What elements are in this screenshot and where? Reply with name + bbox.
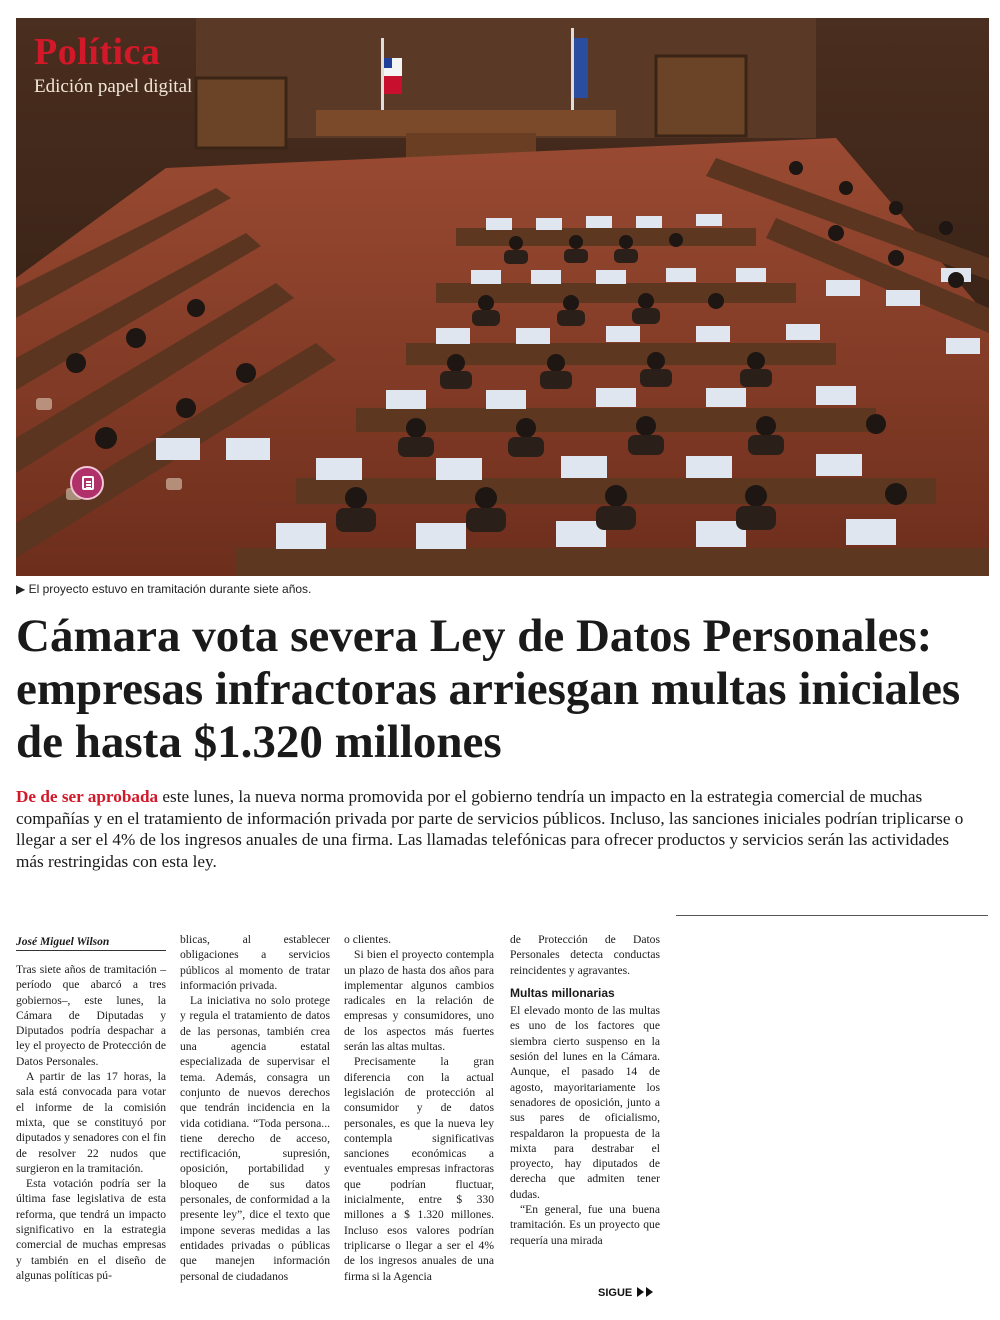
lede-highlight: De de ser aprobada [16,787,159,806]
divider-rule [676,915,988,916]
column-4 [510,932,660,1248]
byline: José Miguel Wilson [16,936,166,951]
section-subtitle: Edición papel digital [34,76,193,97]
headline: Cámara vota severa Ley de Datos Personales: empresas infractoras arriesgan multas iniciales de hasta $1.320 millones [16,610,961,768]
subheading: Multas millonarias [510,985,615,1000]
hero-photo [16,18,989,576]
chamber-illustration [16,18,989,576]
paragraph: blicas, al establecer obligaciones a servicios públicos al momento de tratar información privada. [180,933,330,992]
arrow-right-icon [646,1287,653,1297]
column-3 [344,932,494,1284]
paragraph: A partir de las 17 horas, la sala está convocada para votar el informe de la comisión mixta, que se constituyó por diputados y senadores con el fin de resolver 22 nudos que surgieron en la tramitación. [16,1070,166,1175]
paragraph: de Protección de Datos Personales detecta conductas reincidentes y agravantes. [510,933,660,977]
paragraph: Esta votación podría ser la última fase legislativa de esta reforma, que tendrá un impacto significativo en la estrategia comercial de muchas empresas y también en el diseño de algunas políticas pú- [16,1177,166,1282]
continue-label: SIGUE [598,1287,633,1299]
section-title: Política [34,31,161,73]
lede [16,786,976,872]
reader-mode-icon[interactable] [70,466,104,500]
paragraph: o clientes. [344,933,392,946]
paragraph: La iniciativa no solo protege y regula el tratamiento de datos de las personas, también crea una agencia estatal especializada de supervisar el tema. Además, consagra un conjunto de nuevos derechos que tendrán incidencia en la vida cotidiana. “Toda persona... tiene derecho de acceso, rectificación, supresión, oposición, portabilidad y bloqueo de sus datos personales, de conformidad a la presente ley”, dice el texto que impone severas medidas a las entidades privadas o públicas que manejen información personal de ciudadanos [180,994,330,1283]
lede-text: este lunes, la nueva norma promovida por el gobierno tendría un impacto en la estrategia comercial de muchas compañías y en el tratamiento de información privada por parte de servicios públicos. Incluso, las sanciones iniciales podrían triplicarse o llegar a ser el 4% de los ingresos anuales de una firma. Las llamadas telefónicas para ofrecer productos y servicios serán las actividades más restringidas con esta ley. [16,787,964,871]
column-1 [16,962,166,1283]
photo-caption: ▶ El proyecto estuvo en tramitación durante siete años. [16,582,312,596]
paragraph: Precisamente la gran diferencia con la actual legislación de protección al consumidor y de datos personales, es que la nueva ley contempla significativas sanciones económicas a eventuales empresas infractoras que podrían fluctuar, inicialmente, entre $ 330 millones a $ 1.320 millones. Incluso esos valores podrían triplicarse o llegar a ser el 4% de los ingresos anuales de una firma si la Agencia [344,1055,494,1283]
paragraph: “En general, fue una buena tramitación. Es un proyecto que requería una mirada [510,1203,660,1247]
column-2 [180,932,330,1284]
paragraph: Tras siete años de tramitación –período que abarcó a tres gobiernos–, este lunes, la Cámara de Diputadas y Diputados podría despachar a ley el proyecto de Protección de Datos Personales. [16,963,166,1068]
paragraph: Si bien el proyecto contempla un plazo de hasta dos años para implementar algunos cambios radicales en la relación de empresas y consumidores, uno de los aspectos más fuertes serán las altas multas. [344,948,494,1054]
paragraph: El elevado monto de las multas es uno de los factores que siembra cierto suspenso en la sesión del lunes en la Cámara. Aunque, el pasado 14 de agosto, mayoritariamente los senadores de oposición, junto a sus pares de oficialismo, respaldaron la propuesta de la mixta para destrabar el proyecto, hay diputados de derecha que admiten tener dudas. [510,1004,660,1201]
continue-link[interactable] [598,1287,653,1299]
arrow-right-icon [637,1287,644,1297]
